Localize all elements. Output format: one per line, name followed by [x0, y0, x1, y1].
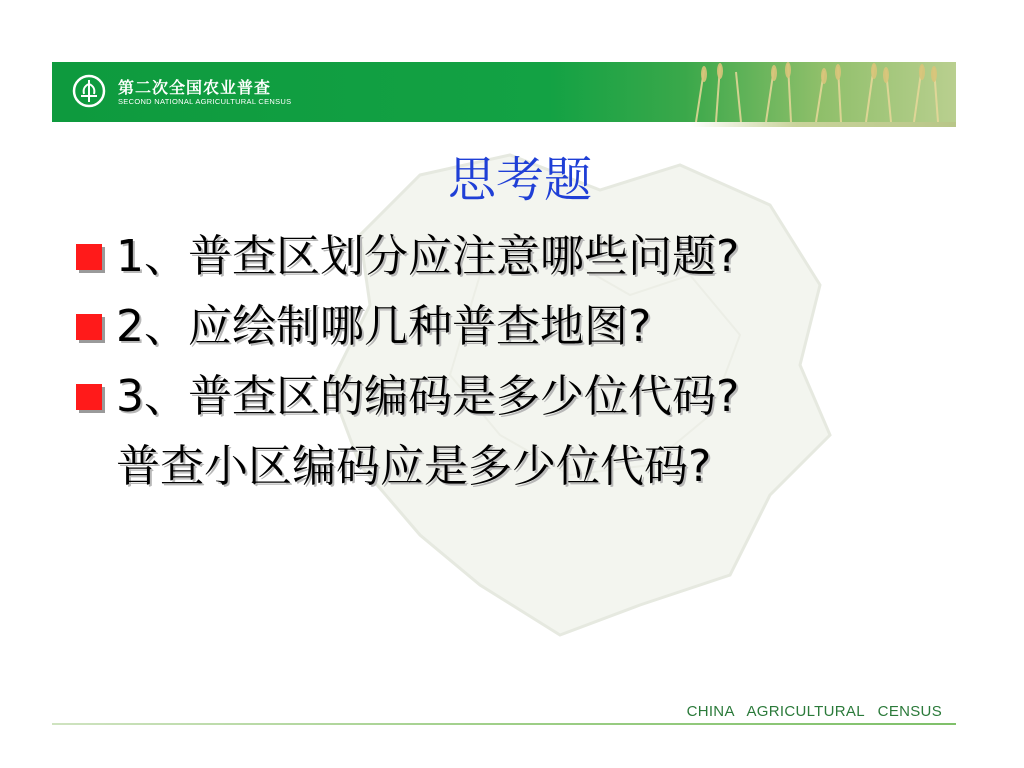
wheat-field-decoration — [656, 62, 956, 122]
footer-divider — [52, 723, 956, 725]
question-2-text: 2、应绘制哪几种普查地图? — [116, 301, 652, 352]
slide-title: 思考题 — [447, 152, 592, 208]
question-item-3 — [72, 362, 952, 502]
question-item-1 — [72, 222, 952, 292]
question-3-text-line-1: 3、普查区的编码是多少位代码? — [116, 371, 740, 422]
footer-label: CHINA AGRICULTURAL CENSUS — [686, 703, 942, 720]
question-3-text-line-2: 普查小区编码应是多少位代码? — [116, 441, 712, 492]
red-square-bullet-icon — [76, 314, 102, 340]
question-item-2 — [72, 292, 952, 362]
question-1-text: 1、普查区划分应注意哪些问题? — [116, 231, 740, 282]
logo-english-text: SECOND NATIONAL AGRICULTURAL CENSUS — [118, 97, 292, 106]
red-square-bullet-icon — [76, 244, 102, 270]
red-square-bullet-icon — [76, 384, 102, 410]
question-list — [72, 222, 952, 502]
banner-underline — [690, 122, 956, 127]
census-logo-icon — [72, 74, 106, 108]
logo-chinese-text: 第二次全国农业普查 — [118, 78, 272, 97]
header-banner — [52, 62, 956, 122]
